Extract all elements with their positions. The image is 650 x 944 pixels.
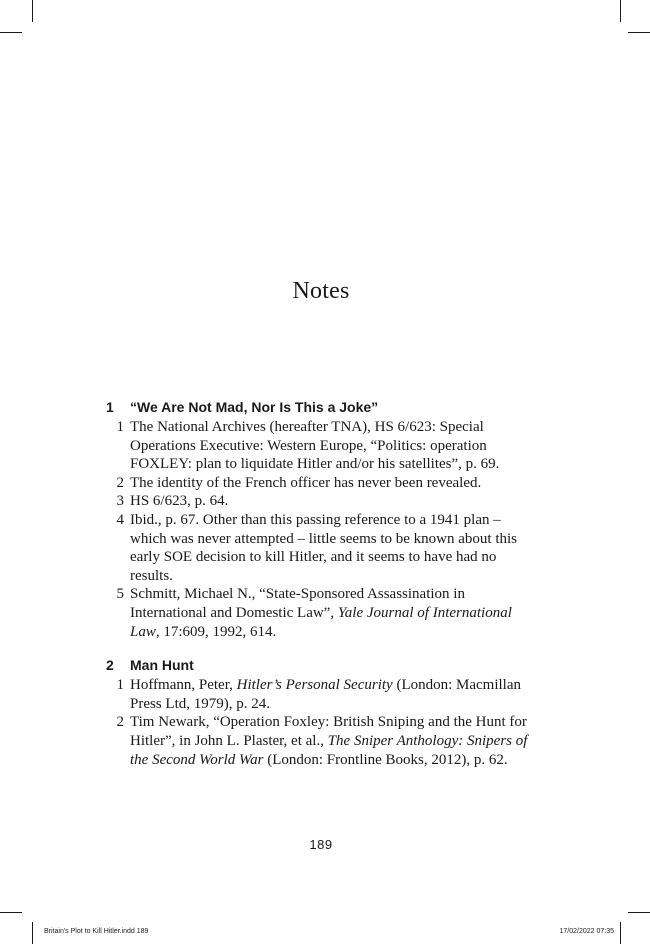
chapter-number: 2: [106, 657, 114, 674]
crop-mark: [620, 0, 621, 22]
crop-mark: [0, 32, 22, 33]
note-text-italic: The Sniper Anthology: Snipers of the Second World War: [130, 732, 528, 768]
note-text: [130, 474, 538, 493]
note-number: [106, 676, 130, 713]
note-item: [106, 713, 538, 769]
note-text-run: Schmitt, Michael N., “State-Sponsored Assassination in International and Domestic Law”,: [130, 586, 465, 621]
slug-timestamp: 17/02/2022 07:35: [559, 928, 614, 935]
note-text: [130, 492, 538, 511]
crop-mark: [628, 912, 650, 913]
note-item: [106, 418, 538, 474]
note-number-label: 4: [116, 511, 124, 528]
chapter-title: Man Hunt: [130, 657, 194, 674]
chapter-title: “We Are Not Mad, Nor Is This a Joke”: [130, 399, 379, 415]
note-item: [106, 585, 538, 641]
note-number: [106, 474, 130, 493]
note-number-label: 1: [116, 419, 124, 435]
note-number-label: 3: [116, 493, 124, 510]
note-item: [106, 492, 538, 511]
note-text-run: (London: Macmillan Press Ltd, 1979), p. 24.: [130, 677, 522, 712]
note-text-run: (London: Frontline Books, 2012), p. 62.: [263, 751, 508, 768]
note-text: [130, 418, 538, 474]
crop-mark: [32, 922, 33, 944]
page-number: 189: [309, 837, 333, 852]
note-text-italic: Yale Journal of International Law: [130, 604, 512, 640]
chapter-notes: [106, 656, 538, 769]
crop-mark: [628, 32, 650, 33]
crop-mark: [0, 912, 22, 913]
note-item: [106, 474, 538, 493]
note-number-label: 2: [116, 474, 124, 491]
chapter-heading: [106, 656, 538, 675]
note-text: [130, 511, 538, 585]
note-text-run: , 17:609, 1992, 614.: [155, 623, 277, 640]
chapter-heading: [106, 398, 538, 417]
note-item: [106, 511, 538, 585]
note-text-run: HS 6/623, p. 64.: [130, 493, 229, 510]
note-text-run: Ibid., p. 67. Other than this passing reference to a 1941 plan – which was never attempted – little seems to be known about this early SOE decision to kill Hitler, and it seems to have had no results.: [130, 511, 517, 584]
note-number-label: 5: [116, 586, 124, 603]
chapter-number: 1: [106, 399, 114, 415]
slug-filename: Britain's Plot to Kill Hitler.indd 189: [44, 928, 149, 935]
note-text: [130, 676, 538, 713]
note-number: [106, 713, 130, 769]
note-number: [106, 492, 130, 511]
note-text-run: The National Archives (hereafter TNA), HS 6/623: Special Operations Executive: Western Europe, “Politics: operation FOXLEY: plan to liquidate Hitler and/or his satellites”, p. 69.: [130, 419, 500, 473]
note-number: [106, 585, 130, 641]
note-text-italic: Hitler’s Personal Security: [236, 677, 393, 694]
note-number: [106, 511, 130, 585]
notes-section: [106, 398, 538, 784]
crop-mark: [620, 922, 621, 944]
page-title: Notes: [292, 278, 350, 304]
note-text-run: The identity of the French officer has never been revealed.: [130, 474, 482, 491]
note-text: [130, 713, 538, 769]
note-number: [106, 418, 130, 474]
note-item: [106, 676, 538, 713]
crop-mark: [32, 0, 33, 22]
note-number-label: 1: [116, 677, 124, 694]
chapter-notes: [106, 398, 538, 641]
note-text-run: Tim Newark, “Operation Foxley: British Sniping and the Hunt for Hitler”, in John L. Plaster, et al.,: [130, 714, 527, 749]
note-text: [130, 585, 538, 641]
note-text-run: Hoffmann, Peter,: [130, 677, 237, 694]
note-number-label: 2: [116, 714, 124, 731]
